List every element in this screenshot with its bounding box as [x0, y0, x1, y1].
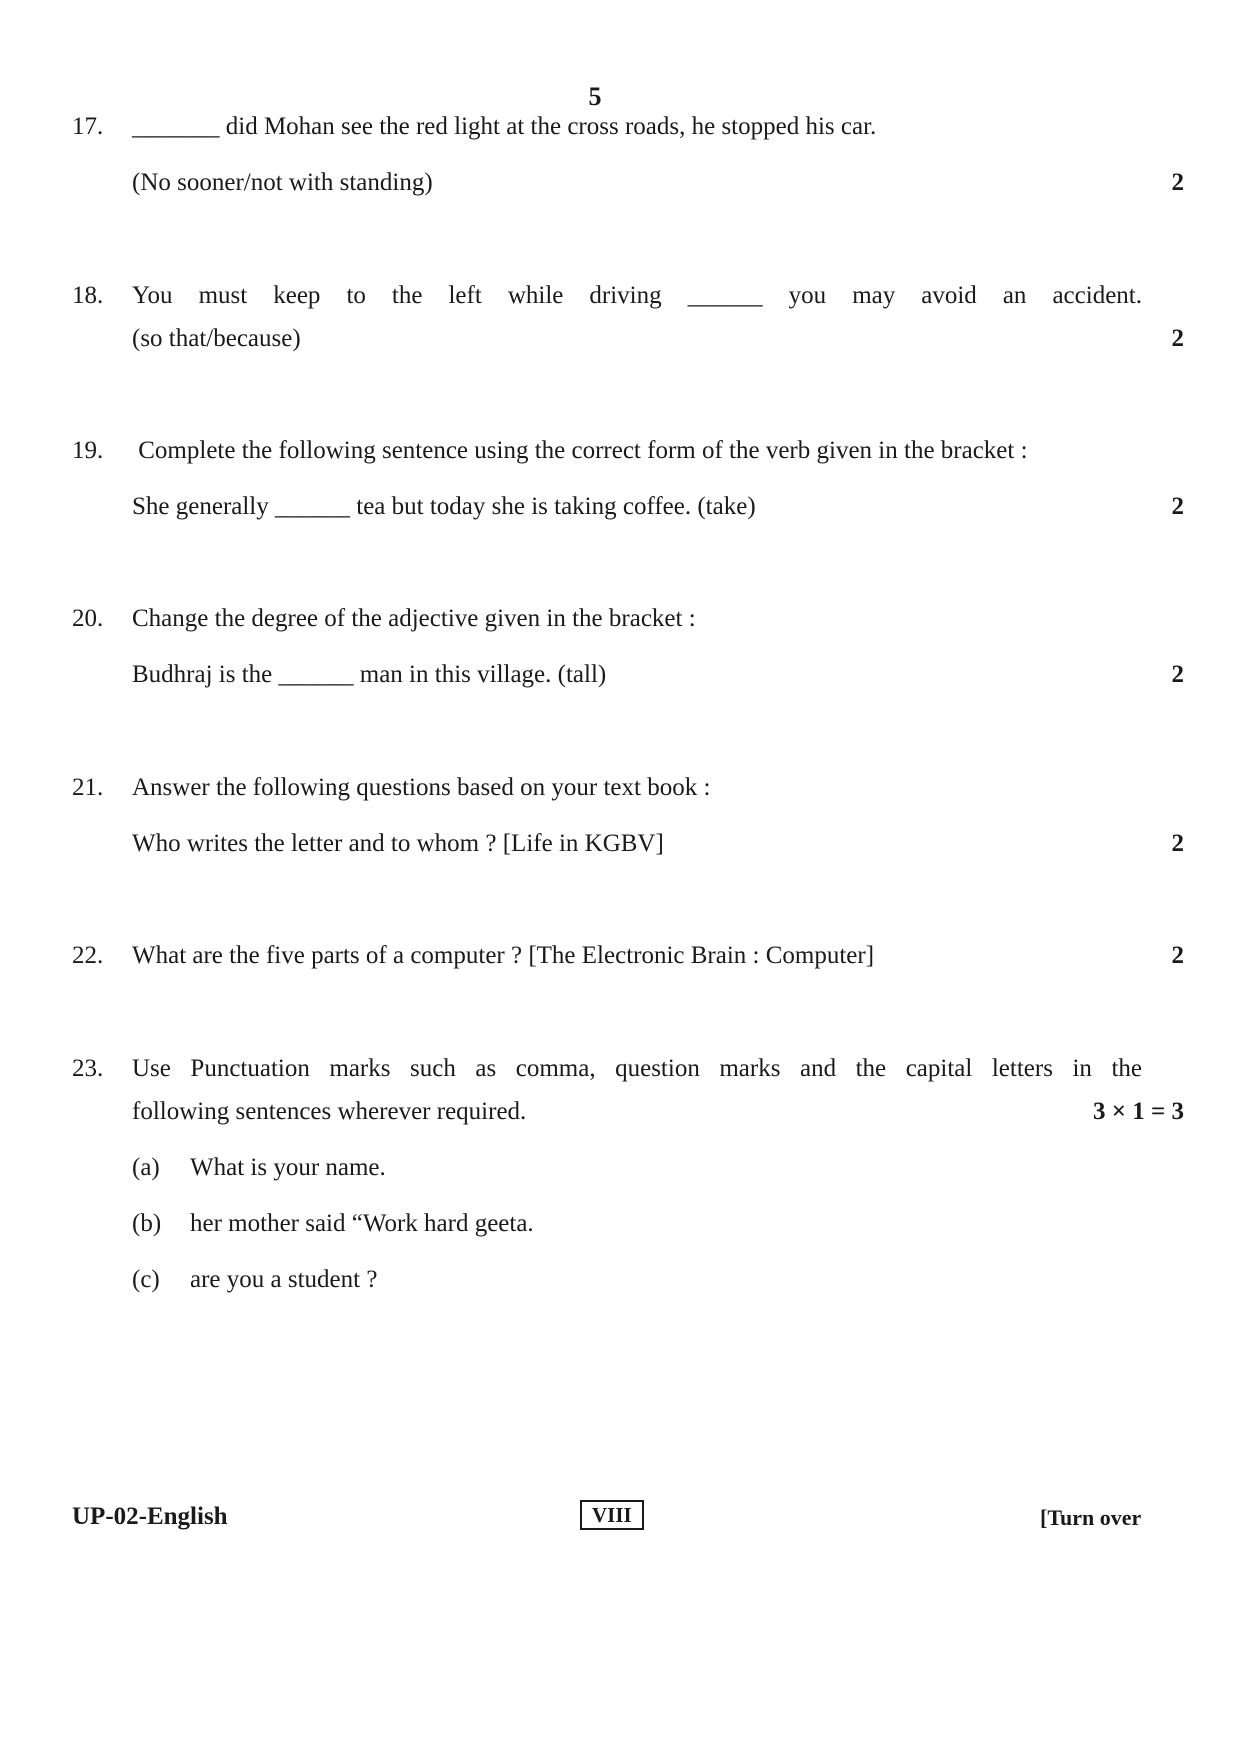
question-number: 23.: [72, 1055, 104, 1082]
marks: 2: [1171, 942, 1184, 969]
item-label: (a): [132, 1154, 160, 1181]
marks: 2: [1171, 169, 1184, 196]
marks: 2: [1171, 830, 1184, 857]
item-label: (b): [132, 1210, 162, 1237]
question-number: 22.: [72, 942, 104, 969]
question-text: Answer the following questions based on your text book :: [132, 774, 711, 801]
list-item: [132, 1266, 1172, 1294]
marks: 2: [1171, 493, 1184, 520]
class-code-box: VIII: [580, 1500, 644, 1530]
question-22: [72, 942, 1184, 970]
list-item: [132, 1210, 1172, 1238]
list-item: [132, 1154, 1172, 1182]
marks: 2: [1171, 661, 1184, 688]
item-text: her mother said “Work hard geeta.: [190, 1210, 534, 1237]
question-number: 19.: [72, 437, 104, 464]
question-text: You must keep to the left while driving ______ you may avoid an accident.: [132, 282, 1142, 309]
item-label: (c): [132, 1266, 160, 1293]
question-options: (so that/because): [132, 325, 301, 352]
question-20: [72, 605, 1184, 689]
item-text: are you a student ?: [190, 1266, 378, 1293]
question-text: What are the five parts of a computer ? [The Electronic Brain : Computer]: [132, 942, 875, 969]
question-text-cont: following sentences wherever required.: [132, 1098, 527, 1125]
question-sentence: Who writes the letter and to whom ? [Life in KGBV]: [132, 830, 664, 857]
paper-code: UP-02-English: [72, 1503, 228, 1530]
marks: 2: [1171, 325, 1184, 352]
question-text: Change the degree of the adjective given in the bracket :: [132, 605, 696, 632]
question-18: [72, 282, 1184, 353]
question-19: [72, 437, 1184, 521]
question-text: Use Punctuation marks such as comma, question marks and the capital letters in the: [132, 1055, 1142, 1082]
question-number: 18.: [72, 282, 104, 309]
question-number: 21.: [72, 774, 104, 801]
question-sentence: She generally ______ tea but today she is taking coffee. (take): [132, 493, 756, 520]
question-number: 17.: [72, 113, 104, 140]
question-options: (No sooner/not with standing): [132, 169, 433, 196]
marks: 3 × 1 = 3: [1093, 1098, 1184, 1125]
question-sentence: Budhraj is the ______ man in this village. (tall): [132, 661, 607, 688]
turn-over-note: [Turn over: [1040, 1505, 1142, 1530]
question-21: [72, 774, 1184, 858]
page-number: 5: [588, 82, 602, 111]
item-text: What is your name.: [190, 1154, 386, 1181]
question-17: [72, 113, 1184, 197]
question-text: _______ did Mohan see the red light at the cross roads, he stopped his car.: [132, 113, 877, 140]
question-number: 20.: [72, 605, 104, 632]
question-23: [72, 1055, 1184, 1294]
question-text: Complete the following sentence using the correct form of the verb given in the bracket :: [132, 437, 1028, 464]
